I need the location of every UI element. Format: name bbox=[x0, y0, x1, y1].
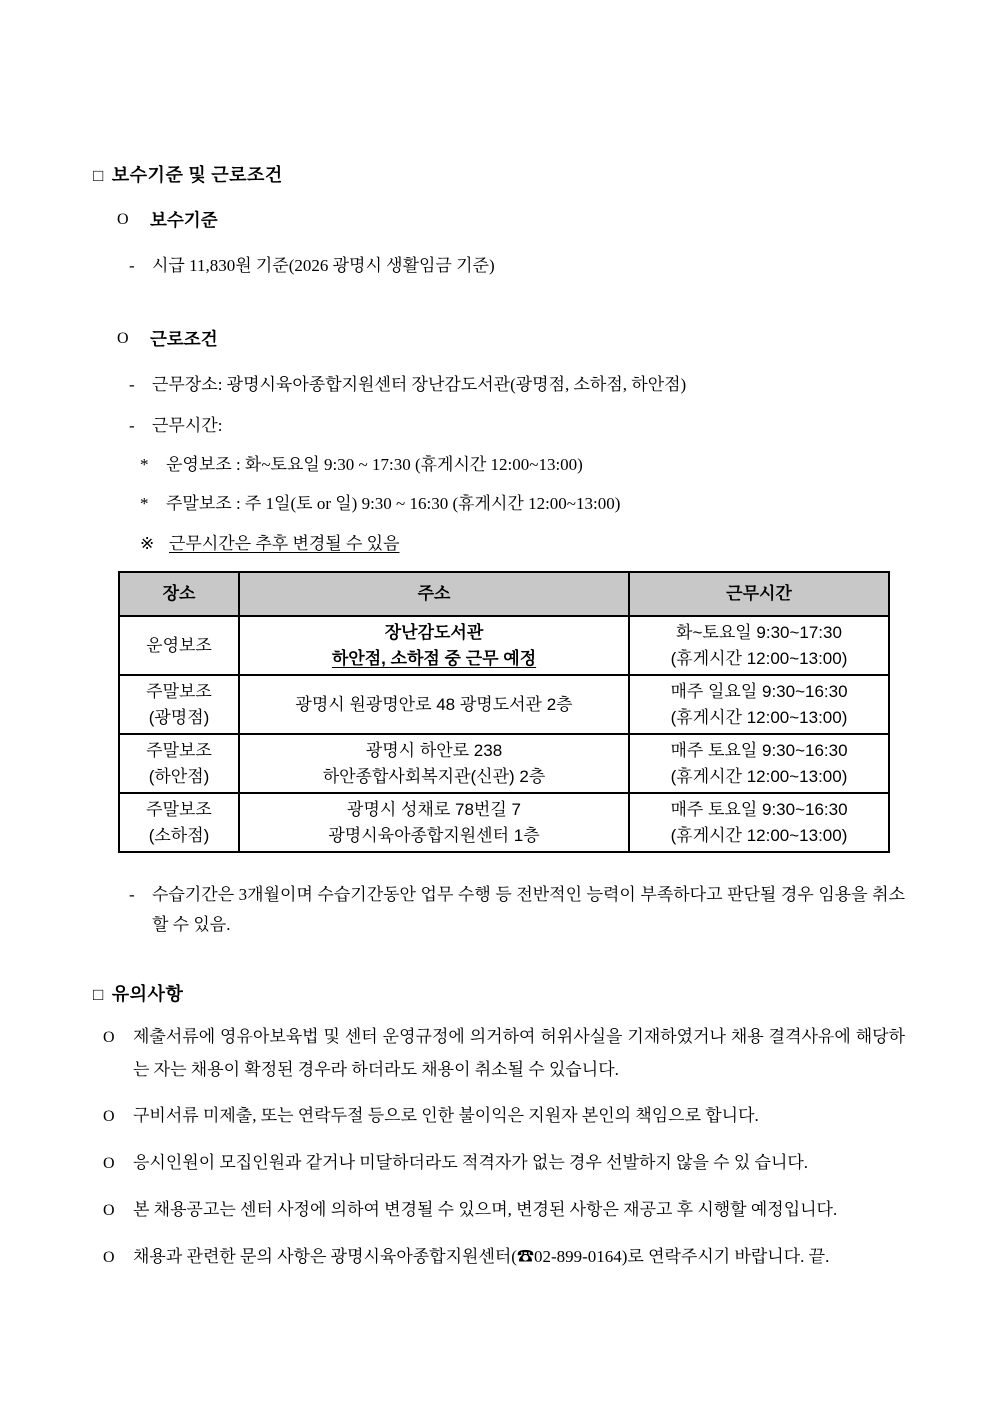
note-item-no-selection bbox=[93, 1146, 905, 1180]
address-line-1: 광명시 성채로 78번길 7 bbox=[347, 799, 521, 819]
address-line-2: 광명시육아종합지원센터 1층 bbox=[328, 825, 540, 845]
worktime-label-text: 근무시간: bbox=[152, 416, 223, 435]
worktime-line-1: 매주 토요일 9:30~16:30 bbox=[670, 740, 848, 760]
place-cell bbox=[119, 793, 239, 852]
probation-note-item bbox=[93, 880, 905, 940]
checkbox-square-icon: □ bbox=[93, 985, 104, 1004]
reference-mark-icon: ※ bbox=[140, 534, 155, 553]
place-cell bbox=[119, 734, 239, 793]
probation-note-text: 수습기간은 3개월이며 수습기간동안 업무 수행 등 전반적인 능력이 부족하다고 판단될 경우 임용을 취소할 수 있음. bbox=[152, 885, 905, 934]
section-notes-heading bbox=[93, 982, 905, 1007]
work-conditions-title: 근로조건 bbox=[150, 329, 218, 349]
section-notes-title: 유의사항 bbox=[111, 984, 184, 1004]
dash-bullet-icon: - bbox=[129, 885, 135, 904]
col-header-worktime: 근무시간 bbox=[629, 572, 889, 616]
pay-standard-heading bbox=[93, 207, 905, 233]
place-line-2: (광명점) bbox=[148, 707, 210, 727]
worktime-operation-item bbox=[93, 452, 905, 478]
place-cell: 운영보조 bbox=[119, 616, 239, 675]
worktime-line-1: 매주 토요일 9:30~16:30 bbox=[670, 799, 848, 819]
worktime-note-text: 근무시간은 추후 변경될 수 있음 bbox=[169, 534, 400, 553]
table-row bbox=[119, 734, 889, 793]
worktime-cell bbox=[629, 793, 889, 852]
table-header-row bbox=[119, 572, 889, 616]
note-text: 응시인원이 모집인원과 같거나 미달하더라도 적격자가 없는 경우 선발하지 않을 수 있 습니다. bbox=[133, 1153, 809, 1172]
pay-standard-item bbox=[93, 253, 905, 279]
workplace-text: 근무장소: 광명시육아종합지원센터 장난감도서관(광명점, 소하점, 하안점) bbox=[152, 375, 687, 394]
table-row bbox=[119, 616, 889, 675]
pay-standard-text: 시급 11,830원 기준(2026 광명시 생활임금 기준) bbox=[152, 256, 495, 275]
worktime-weekend-item bbox=[93, 491, 905, 517]
worktime-line-1: 화~토요일 9:30~17:30 bbox=[676, 622, 842, 642]
circle-bullet-icon: O bbox=[103, 1108, 115, 1125]
worktime-label-item bbox=[93, 413, 905, 439]
note-item-contact bbox=[93, 1240, 905, 1274]
asterisk-bullet-icon: * bbox=[140, 455, 149, 474]
note-text-contact: 채용과 관련한 문의 사항은 광명시육아종합지원센터(☎02-899-0164)로 연락주시기 바랍니다. 끝. bbox=[133, 1247, 830, 1266]
worktime-line-2: (휴게시간 12:00~13:00) bbox=[670, 825, 848, 845]
circle-bullet-icon: O bbox=[103, 1029, 115, 1046]
note-item-changes bbox=[93, 1193, 905, 1227]
note-text: 구비서류 미제출, 또는 연락두절 등으로 인한 불이익은 지원자 본인의 책임으로 합니다. bbox=[133, 1106, 759, 1125]
worktime-cell bbox=[629, 616, 889, 675]
place-line-2: (소하점) bbox=[148, 825, 210, 845]
worktime-cell bbox=[629, 675, 889, 734]
col-header-place: 장소 bbox=[119, 572, 239, 616]
circle-bullet-icon: O bbox=[117, 330, 129, 347]
place-line-1: 주말보조 bbox=[146, 681, 212, 701]
worktime-line-2: (휴게시간 12:00~13:00) bbox=[670, 707, 848, 727]
note-text: 본 채용공고는 센터 사정에 의하여 변경될 수 있으며, 변경된 사항은 재공고 후 시행할 예정입니다. bbox=[133, 1200, 838, 1219]
asterisk-bullet-icon: * bbox=[140, 494, 149, 513]
worktime-line-1: 매주 일요일 9:30~16:30 bbox=[670, 681, 848, 701]
place-line-1: 주말보조 bbox=[146, 799, 212, 819]
address-line-1: 광명시 하안로 238 bbox=[365, 740, 503, 760]
place-cell bbox=[119, 675, 239, 734]
worktime-line-2: (휴게시간 12:00~13:00) bbox=[670, 648, 848, 668]
note-item-false-statement bbox=[93, 1020, 905, 1086]
address-cell: 광명시 원광명안로 48 광명도서관 2층 bbox=[239, 675, 629, 734]
table-row bbox=[119, 793, 889, 852]
dash-bullet-icon: - bbox=[129, 375, 135, 394]
pay-standard-title: 보수기준 bbox=[150, 210, 218, 230]
note-text: 제출서류에 영유아보육법 및 센터 운영규정에 의거하여 허위사실을 기재하였거나 채용 결격사유에 해당하는 자는 채용이 확정된 경우라 하더라도 채용이 취소될 수 있습니다. bbox=[133, 1027, 905, 1079]
circle-bullet-icon: O bbox=[117, 211, 129, 228]
address-line-2: 하안종합사회복지관(신관) 2층 bbox=[322, 766, 546, 786]
address-cell bbox=[239, 793, 629, 852]
dash-bullet-icon: - bbox=[129, 416, 135, 435]
place-line-1: 주말보조 bbox=[146, 740, 212, 760]
work-conditions-heading bbox=[93, 326, 905, 352]
worktime-operation-text: 운영보조 : 화~토요일 9:30 ~ 17:30 (휴게시간 12:00~13:00) bbox=[166, 455, 583, 474]
checkbox-square-icon: □ bbox=[93, 166, 104, 185]
address-cell bbox=[239, 734, 629, 793]
address-cell bbox=[239, 616, 629, 675]
note-item-missing-documents bbox=[93, 1099, 905, 1133]
address-line-2: 하안점, 소하점 중 근무 예정 bbox=[331, 648, 537, 668]
worktime-cell bbox=[629, 734, 889, 793]
circle-bullet-icon: O bbox=[103, 1155, 115, 1172]
section-pay-conditions-title: 보수기준 및 근로조건 bbox=[111, 165, 283, 185]
dash-bullet-icon: - bbox=[129, 256, 135, 275]
circle-bullet-icon: O bbox=[103, 1202, 115, 1219]
section-pay-conditions-heading bbox=[93, 163, 905, 188]
address-line-1: 장난감도서관 bbox=[384, 622, 484, 642]
worktime-weekend-text: 주말보조 : 주 1일(토 or 일) 9:30 ~ 16:30 (휴게시간 12:00~13:00) bbox=[166, 494, 621, 513]
circle-bullet-icon: O bbox=[103, 1249, 115, 1266]
col-header-address: 주소 bbox=[239, 572, 629, 616]
place-line-2: (하안점) bbox=[148, 766, 210, 786]
work-schedule-table bbox=[118, 571, 890, 853]
table-row bbox=[119, 675, 889, 734]
worktime-note-item bbox=[93, 531, 905, 557]
workplace-item bbox=[93, 372, 905, 398]
worktime-line-2: (휴게시간 12:00~13:00) bbox=[670, 766, 848, 786]
